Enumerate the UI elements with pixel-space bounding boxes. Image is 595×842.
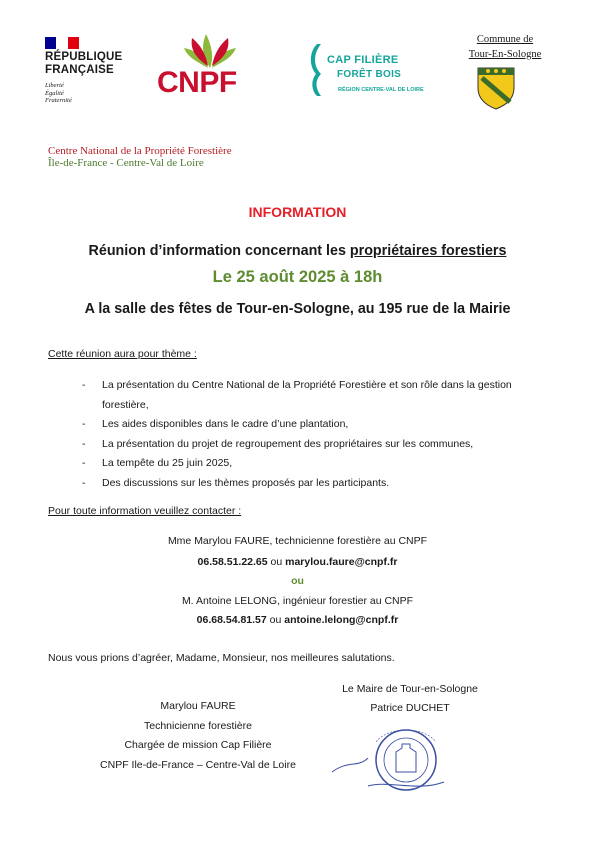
list-item: - La tempête du 25 juin 2025, [82, 454, 552, 474]
rf-line-1: RÉPUBLIQUE [45, 51, 123, 63]
cap-filiere-mark-icon [307, 42, 323, 98]
phone-2[interactable]: 06.68.54.81.57 [196, 614, 267, 626]
list-item: - Les aides disponibles dans le cadre d’une plantation, [82, 415, 552, 435]
or-separator: ou [266, 614, 285, 626]
cap-filiere-line2: FORÊT BOIS [337, 69, 402, 80]
motto-liberte: Liberté [45, 82, 64, 89]
rf-line-2: FRANÇAISE [45, 64, 114, 76]
email-link-2[interactable]: antoine.lelong@cnpf.fr [284, 614, 399, 626]
contact-details-1 [0, 556, 595, 568]
email-link-1[interactable]: marylou.faure@cnpf.fr [285, 556, 398, 568]
list-item: - Des discussions sur les thèmes proposés par les participants. [82, 474, 552, 494]
republique-francaise-logo [45, 51, 122, 77]
motto-fraternite: Fraternité [45, 97, 72, 105]
or-separator: ou [267, 556, 286, 568]
sig-right-name: Patrice DUCHET [370, 702, 450, 714]
signature-left [48, 697, 348, 775]
list-item: - La présentation du Centre National de la Propriété Forestière et son rôle dans la gestion forestière, [82, 376, 552, 415]
commune-crest-icon [476, 62, 516, 110]
org-region: Île-de-France - Centre-Val de Loire [48, 157, 204, 169]
meeting-prefix: Réunion d’information concernant les [88, 243, 350, 259]
rf-motto [45, 82, 72, 105]
org-name: Centre National de la Propriété Forestière [48, 145, 232, 157]
information-heading: INFORMATION [248, 204, 347, 220]
commune-title [450, 32, 560, 62]
sig-left-mission: Chargée de mission Cap Filière [124, 739, 272, 751]
contact-person-2: M. Antoine LELONG, ingénieur forestier au CNPF [181, 595, 414, 607]
meeting-audience: propriétaires forestiers [349, 243, 507, 259]
contact-label: Pour toute information veuillez contacter : [48, 505, 242, 517]
phone-1[interactable]: 06.58.51.22.65 [197, 556, 268, 568]
meeting-subject [0, 243, 595, 259]
cap-filiere-line3: RÉGION CENTRE-VAL DE LOIRE [338, 87, 424, 93]
marianne-flag-icon [45, 37, 79, 49]
commune-line-2: Tour-En-Sologne [468, 49, 542, 60]
themes-label: Cette réunion aura pour thème : [48, 348, 197, 360]
mairie-stamp-icon [328, 722, 446, 794]
meeting-venue: A la salle des fêtes de Tour-en-Sologne, au 195 rue de la Mairie [84, 301, 511, 317]
contact-details-2 [0, 614, 595, 626]
sig-right-title: Le Maire de Tour-en-Sologne [342, 683, 478, 695]
sig-left-name: Marylou FAURE [160, 700, 236, 712]
or-divider: ou [291, 575, 304, 587]
signature-right [330, 680, 490, 718]
themes-list [82, 376, 552, 493]
cap-filiere-line1: CAP FILIÈRE [327, 54, 399, 66]
cnpf-logo-text: CNPF [157, 66, 237, 99]
sig-left-role: Technicienne forestière [144, 719, 252, 732]
motto-egalite: Égalité [45, 89, 64, 97]
meeting-date: Le 25 août 2025 à 18h [212, 268, 383, 286]
cnpf-leaves-icon [180, 28, 240, 70]
sig-left-org: CNPF Ile-de-France – Centre-Val de Loire [100, 758, 296, 771]
contact-person-1: Mme Marylou FAURE, technicienne forestière au CNPF [167, 535, 428, 547]
commune-line-1: Commune de [476, 34, 534, 45]
closing-salutation: Nous vous prions d’agréer, Madame, Monsieur, nos meilleures salutations. [48, 652, 395, 664]
list-item: - La présentation du projet de regroupement des propriétaires sur les communes, [82, 435, 552, 455]
